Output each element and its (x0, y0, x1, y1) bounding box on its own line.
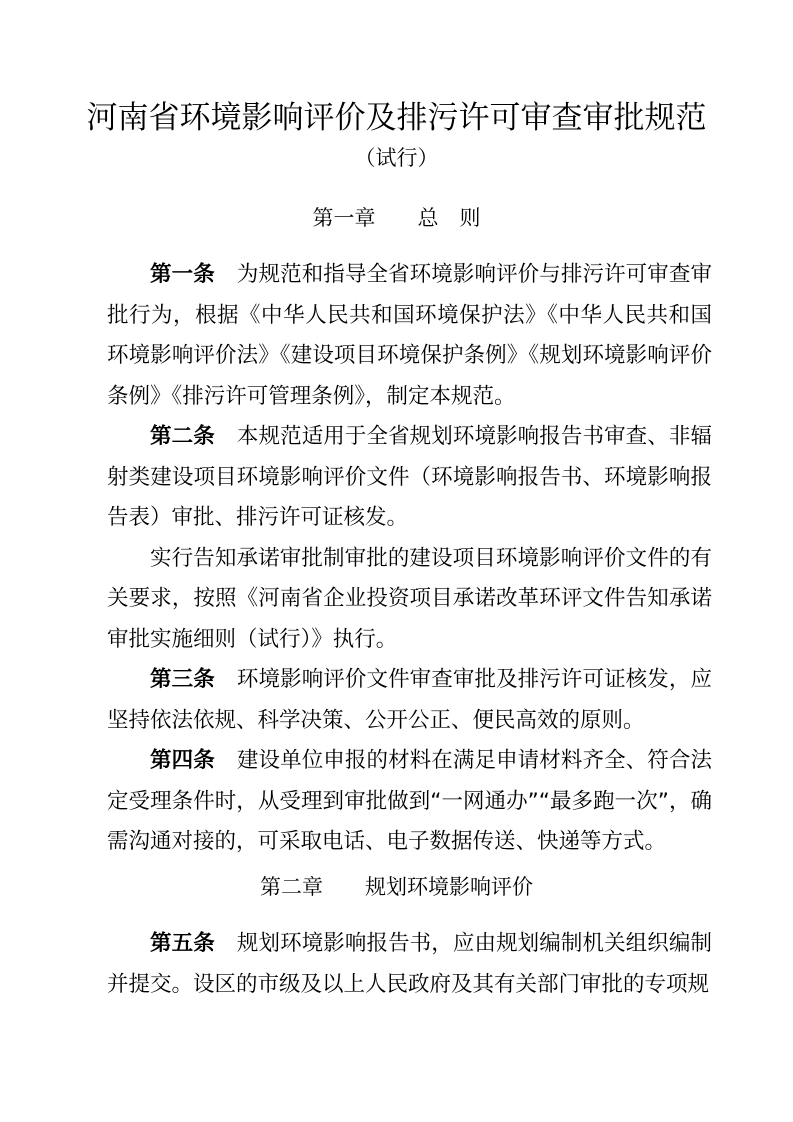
article-2 (107, 417, 712, 539)
article-number: 第一条 (150, 262, 215, 287)
article-text: 建设单位申报的材料在满足申请材料齐全、符合法定受理条件时，从受理到审批做到“一网通办”“最多跑一次”，确需沟通对接的，可采取电话、电子数据传送、快递等方式。 (107, 748, 712, 854)
chapter-2-body (107, 924, 712, 1005)
article-text: 本规范适用于全省规划环境影响报告书审查、非辐射类建设项目环境影响评价文件（环境影响报告书、环境影响报告表）审批、排污许可证核发。 (107, 424, 712, 530)
article-3 (107, 660, 712, 741)
article-number: 第三条 (150, 667, 215, 692)
article-text: 实行告知承诺审批制审批的建设项目环境影响评价文件的有关要求，按照《河南省企业投资项目承诺改革环评文件告知承诺审批实施细则（试行）》执行。 (107, 545, 712, 652)
article-5 (107, 924, 712, 1005)
article-number: 第四条 (150, 748, 215, 773)
article-text: 规划环境影响报告书，应由规划编制机关组织编制并提交。设区的市级及以上人民政府及其有关部门审批的专项规 (107, 931, 712, 997)
document-subtitle: （试行） (354, 146, 439, 170)
article-text: 为规范和指导全省环境影响评价与排污许可审查审批行为，根据《中华人民共和国环境保护法》《中华人民共和国环境影响评价法》《建设项目环境保护条例》《规划环境影响评价条例》《排污许可管理条例》，制定本规范。 (107, 262, 712, 409)
chapter-2-heading: 第二章 规划环境影响评价 (260, 875, 533, 899)
chapter-1-body (107, 255, 712, 863)
document-title: 河南省环境影响评价及排污许可审查审批规范 (86, 100, 707, 136)
article-2-continuation (107, 539, 712, 661)
chapter-1-heading: 第一章 总 则 (312, 206, 481, 230)
article-number: 第二条 (150, 424, 215, 449)
article-number: 第五条 (150, 931, 215, 956)
article-text: 环境影响评价文件审查审批及排污许可证核发，应坚持依法依规、科学决策、公开公正、便民高效的原则。 (107, 667, 712, 733)
article-1 (107, 255, 712, 417)
article-4 (107, 741, 712, 863)
